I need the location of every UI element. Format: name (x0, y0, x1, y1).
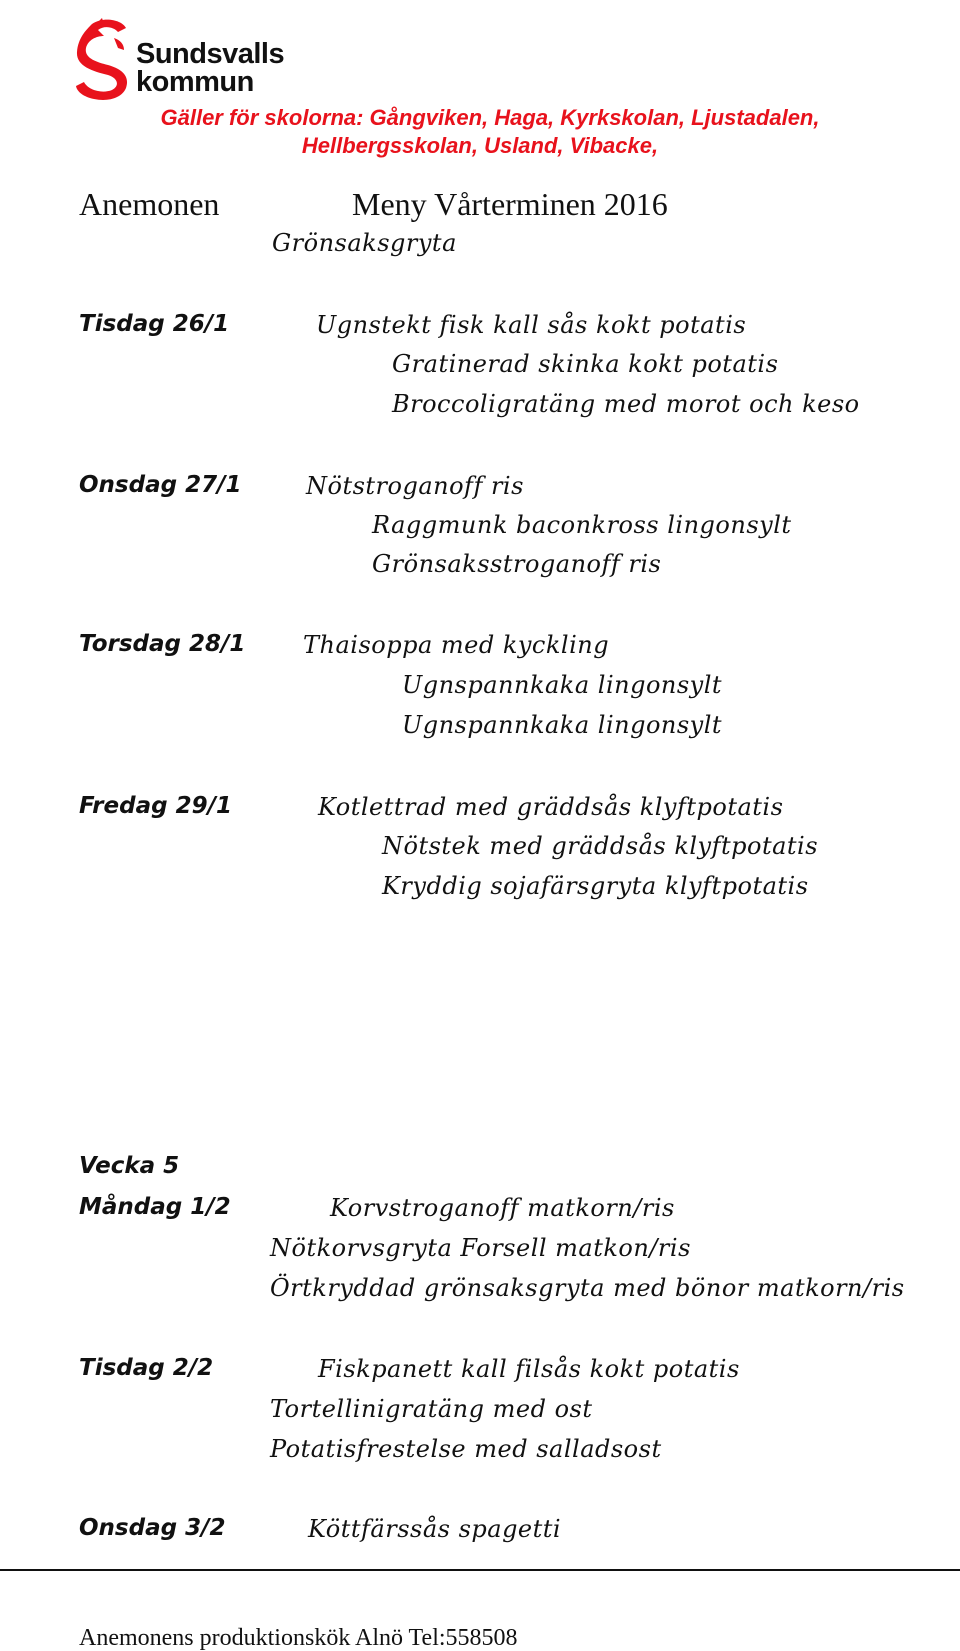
footer-contact: Anemonens produktionskök Alnö Tel:558508 (79, 1625, 518, 1651)
dish-line: Ugnspannkaka lingonsylt (402, 711, 723, 739)
dish-line: Ugnspannkaka lingonsylt (402, 671, 723, 699)
dish-line: Kryddig sojafärsgryta klyftpotatis (382, 872, 809, 900)
dish-line: Ugnstekt fisk kall sås kokt potatis (316, 311, 747, 339)
dish-line: Thaisoppa med kyckling (303, 631, 610, 659)
dish-line: Fiskpanett kall filsås kokt potatis (318, 1355, 740, 1383)
dish-line: Broccoligratäng med morot och keso (392, 390, 860, 418)
schools-line-1: Gäller för skolorna: Gångviken, Haga, Kyrkskolan, Ljustadalen, (160, 105, 820, 130)
dish-line: Nötkorvsgryta Forsell matkon/ris (270, 1234, 691, 1262)
logo-line-2: kommun (136, 66, 254, 98)
dish-line: Grönsaksstroganoff ris (372, 550, 662, 578)
day-label-onsdag-3-2: Onsdag 3/2 (79, 1515, 226, 1541)
dish-line: Örtkryddad grönsaksgryta med bönor matkorn/ris (270, 1274, 905, 1302)
footer-divider (0, 1569, 960, 1571)
day-label-torsdag-28-1: Torsdag 28/1 (79, 631, 246, 657)
dish-line: Kotlettrad med gräddsås klyftpotatis (318, 793, 784, 821)
dragon-s-logo-icon (74, 18, 134, 102)
dish-line: Nötstek med gräddsås klyftpotatis (382, 832, 819, 860)
sundsvalls-kommun-logo (74, 18, 334, 102)
schools-line-2: Hellbergsskolan, Usland, Vibacke, (301, 133, 659, 158)
dish-line: Gratinerad skinka kokt potatis (392, 350, 779, 378)
dish-line: Potatisfrestelse med salladsost (270, 1435, 662, 1463)
dish-line: Raggmunk baconkross lingonsylt (372, 511, 792, 539)
day-label-mandag-1-2: Måndag 1/2 (79, 1194, 231, 1220)
dish-line: Tortellinigratäng med ost (270, 1395, 593, 1423)
top-dish-line: Grönsaksgryta (272, 229, 457, 257)
week-label: Vecka 5 (79, 1153, 180, 1179)
logo-line-1: Sundsvalls (136, 38, 285, 70)
day-label-fredag-29-1: Fredag 29/1 (79, 793, 232, 819)
day-label-tisdag-2-2: Tisdag 2/2 (79, 1355, 214, 1381)
day-label-tisdag-26-1: Tisdag 26/1 (79, 311, 230, 337)
menu-title: Meny Vårterminen 2016 (352, 186, 668, 222)
day-label-onsdag-27-1: Onsdag 27/1 (79, 472, 242, 498)
dish-line: Köttfärssås spagetti (308, 1515, 562, 1543)
dish-line: Korvstroganoff matkorn/ris (330, 1194, 675, 1222)
kitchen-name: Anemonen (79, 186, 220, 222)
dish-line: Nötstroganoff ris (306, 472, 524, 500)
